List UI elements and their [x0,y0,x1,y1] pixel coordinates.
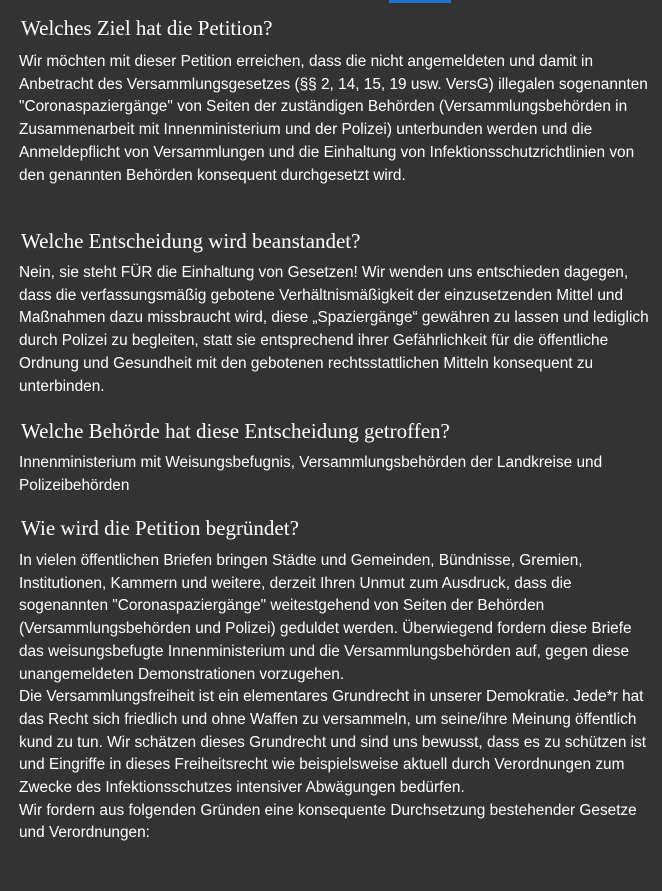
paragraph: Wir möchten mit dieser Petition erreichen, dass die nicht angemeldeten und damit in Anbetracht des Versammlungsgesetzes (§§ 2, 14, 15, 19 usw. VersG) illegalen sogenannten "Coronaspaziergänge" von Seiten der zuständigen Behörden (Versammlungsbehörden in Zusammenarbeit mit Innenministerium und der Polizei) unterbunden werden und die Anmeldepflicht von Versammlungen und die Einhaltung von Infektionsschutzrichtlinien von den genannten Behörden konsequent durchgesetzt wird. [19,53,648,184]
section-body-goal [19,51,649,187]
paragraph: Wir fordern aus folgenden Gründen eine konsequente Durchsetzung bestehender Gesetze und Verordnungen: [19,801,637,842]
section-body-justification [19,550,649,845]
paragraph: Innenministerium mit Weisungsbefugnis, Versammlungsbehörden der Landkreise und Polizeibehörden [19,454,603,494]
section-body-authority [19,452,649,497]
section-heading-goal: Welches Ziel hat die Petition? [21,16,273,40]
section-heading-contested-decision: Welche Entscheidung wird beanstandet? [21,229,361,253]
section-heading-justification: Wie wird die Petition begründet? [21,516,299,540]
section-heading-authority: Welche Behörde hat diese Entscheidung getroffen? [21,419,450,443]
paragraph: Nein, sie steht FÜR die Einhaltung von Gesetzen! Wir wenden uns entschieden dagegen, dass die verfassungsmäßig gebotene Verhältnismäßigkeit der einzusetzenden Mittel und Maßnahmen dazu missbraucht wird, diese „Spaziergänge“ gewähren zu lassen und lediglich durch Polizei zu begleiten, statt sie entsprechend ihrer Gefährlichkeit für die öffentliche Ordnung und Gesundheit mit den gebotenen rechtsstattlichen Mitteln konsequent zu unterbinden. [19,264,649,395]
section-body-contested-decision [19,262,649,398]
active-tab-indicator [389,0,451,3]
paragraph: In vielen öffentlichen Briefen bringen Städte und Gemeinden, Bündnisse, Gremien, Institutionen, Kammern und weitere, derzeit Ihren Unmut zum Ausdruck, dass die sogenannten "Coronaspaziergänge" weitestgehend von Seiten der Behörden (Versammlungsbehörden und Polizei) geduldet werden. Überwiegend fordern diese Briefe das weisungsbefugte Innenministerium und die Versammlungsbehörden auf, gegen diese unangemeldeten Demonstrationen vorzugehen. [19,552,632,683]
paragraph: Die Versammlungsfreiheit ist ein elementares Grundrecht in unserer Demokratie. Jede*r hat das Recht sich friedlich und ohne Waffen zu versammeln, um seine/ihre Meinung öffentlich kund zu tun. Wir schätzen dieses Grundrecht und sind uns bewusst, dass es zu schützen ist und Eingriffe in dieses Freiheitsrecht wie beispielsweise aktuell durch Verordnungen zum Zwecke des Infektionsschutzes intensiver Abwägungen bedürfen. [19,688,647,797]
